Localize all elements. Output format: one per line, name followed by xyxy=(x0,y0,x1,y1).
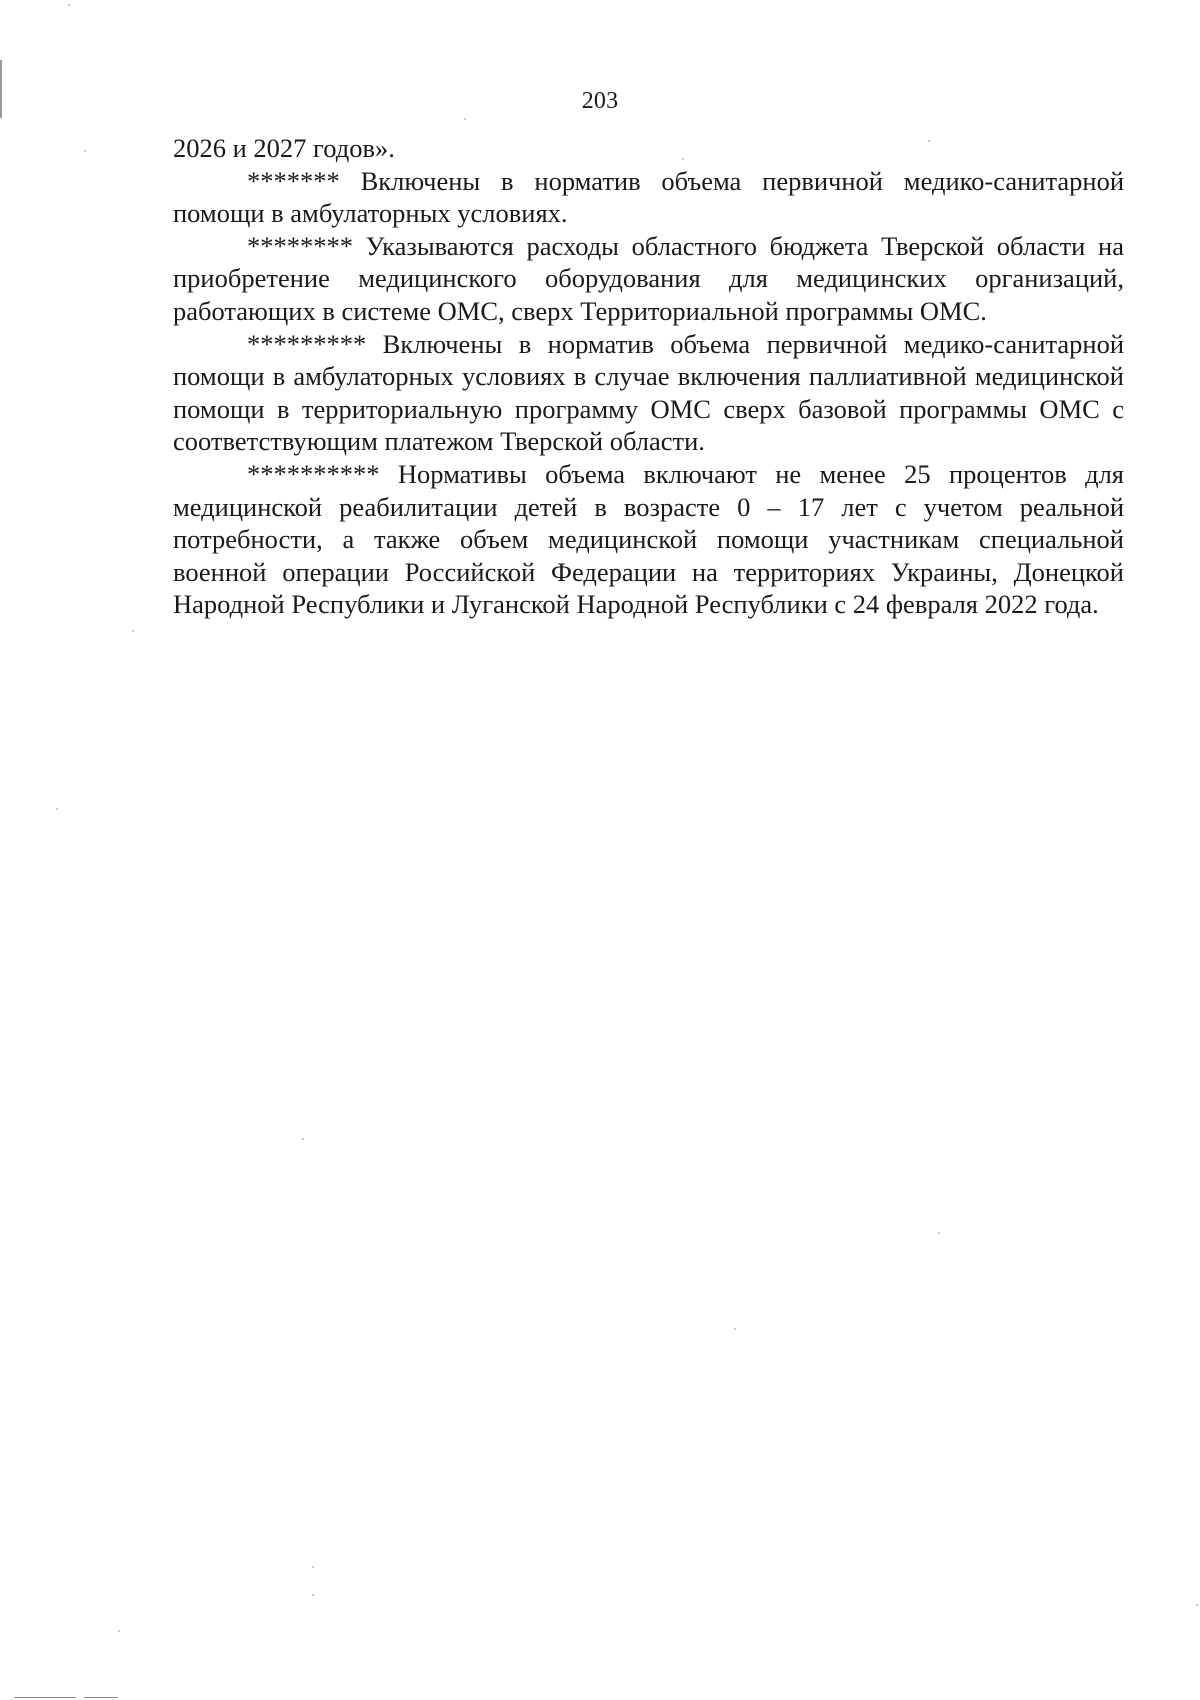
scan-speck xyxy=(84,150,86,152)
scan-edge-artifact xyxy=(14,1697,76,1698)
page-number: 203 xyxy=(581,88,619,114)
footnote-10: ********** Нормативы объема включают не менее 25 процентов для медицинской реабилитации детей в возрасте 0 – 17 лет с учетом реальной потребности, а также объем медицинской помощи участникам специальной военной операции Российской Федерации на территориях Украины, Донецкой Народной Республики и Луганской Народной Республики с 24 февраля 2022 года. xyxy=(173,458,1124,620)
paragraph-continuation: 2026 и 2027 годов». xyxy=(173,133,395,163)
scan-speck xyxy=(68,4,70,6)
scan-speck xyxy=(312,1566,314,1568)
scan-speck xyxy=(56,808,58,810)
scan-speck xyxy=(312,1594,314,1596)
scan-speck xyxy=(938,1232,940,1234)
scan-speck xyxy=(928,140,930,142)
scan-speck xyxy=(464,118,466,120)
scan-edge-artifact xyxy=(84,1697,118,1698)
scan-speck xyxy=(1196,1604,1198,1606)
footnote-8: ******** Указываются расходы областного бюджета Тверской области на приобретение медицинского оборудования для медицинских организаций, работающих в системе ОМС, сверх Территориальной программы ОМС. xyxy=(173,230,1124,326)
scan-speck xyxy=(682,158,684,160)
scan-speck xyxy=(302,1138,304,1140)
scan-speck xyxy=(132,630,134,632)
document-body xyxy=(173,132,1124,621)
scan-speck xyxy=(118,1630,120,1632)
scan-speck xyxy=(734,1328,736,1330)
footnote-7: ******* Включены в норматив объема первичной медико-санитарной помощи в амбулаторных условиях. xyxy=(173,165,1124,229)
footnote-9: ********* Включены в норматив объема первичной медико-санитарной помощи в амбулаторных условиях в случае включения паллиативной медицинской помощи в территориальную программу ОМС сверх базовой программы ОМС с соответствующим платежом Тверской области. xyxy=(173,328,1124,457)
